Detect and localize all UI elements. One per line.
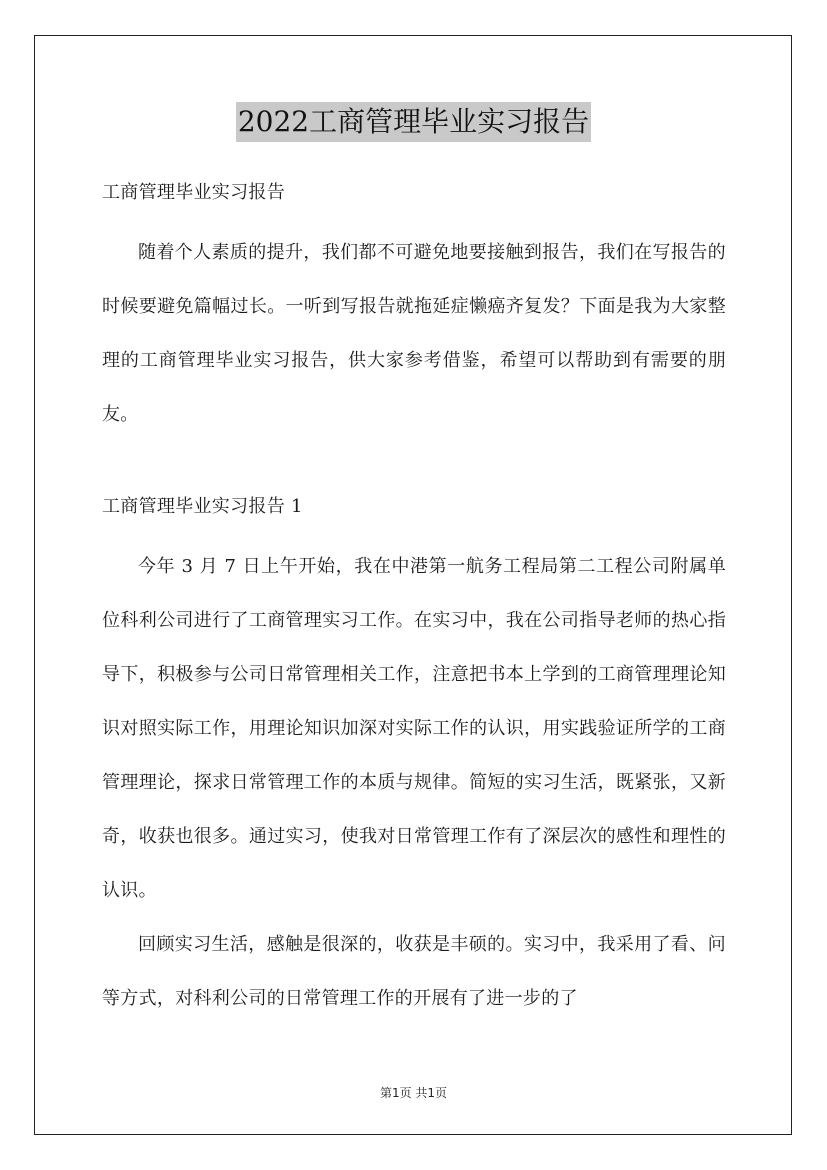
intro-paragraph: 随着个人素质的提升，我们都不可避免地要接触到报告，我们在写报告的时候要避免篇幅过长。一听到写报告就拖延症懒癌齐复发？下面是我为大家整理的工商管理毕业实习报告，供大家参考借鉴，希望可以帮助到有需要的朋友。	[102, 242, 726, 425]
page-footer	[0, 1084, 827, 1101]
document-title: 2022工商管理毕业实习报告	[236, 102, 591, 142]
document-body	[102, 174, 726, 1026]
body-paragraph: 今年 3 月 7 日上午开始，我在中港第一航务工程局第二工程公司附属单位科利公司进行了工商管理实习工作。在实习中，我在公司指导老师的热心指导下，积极参与公司日常管理相关工作，注意把书本上学到的工商管理理论知识对照实际工作，用理论知识加深对实际工作的认识，用实践验证所学的工商管理理论，探求日常管理工作的本质与规律。简短的实习生活，既紧张，又新奇，收获也很多。通过实习，使我对日常管理工作有了深层次的感性和理性的认识。	[102, 556, 726, 901]
page-number: 第1页 共1页	[379, 1086, 448, 1100]
intro-heading: 工商管理毕业实习报告	[102, 182, 285, 203]
section-heading: 工商管理毕业实习报告 1	[102, 496, 303, 517]
body-paragraph: 回顾实习生活，感触是很深的，收获是丰硕的。实习中，我采用了看、问等方式，对科利公司的日常管理工作的开展有了进一步的了	[102, 934, 726, 1009]
title-container	[0, 102, 827, 142]
